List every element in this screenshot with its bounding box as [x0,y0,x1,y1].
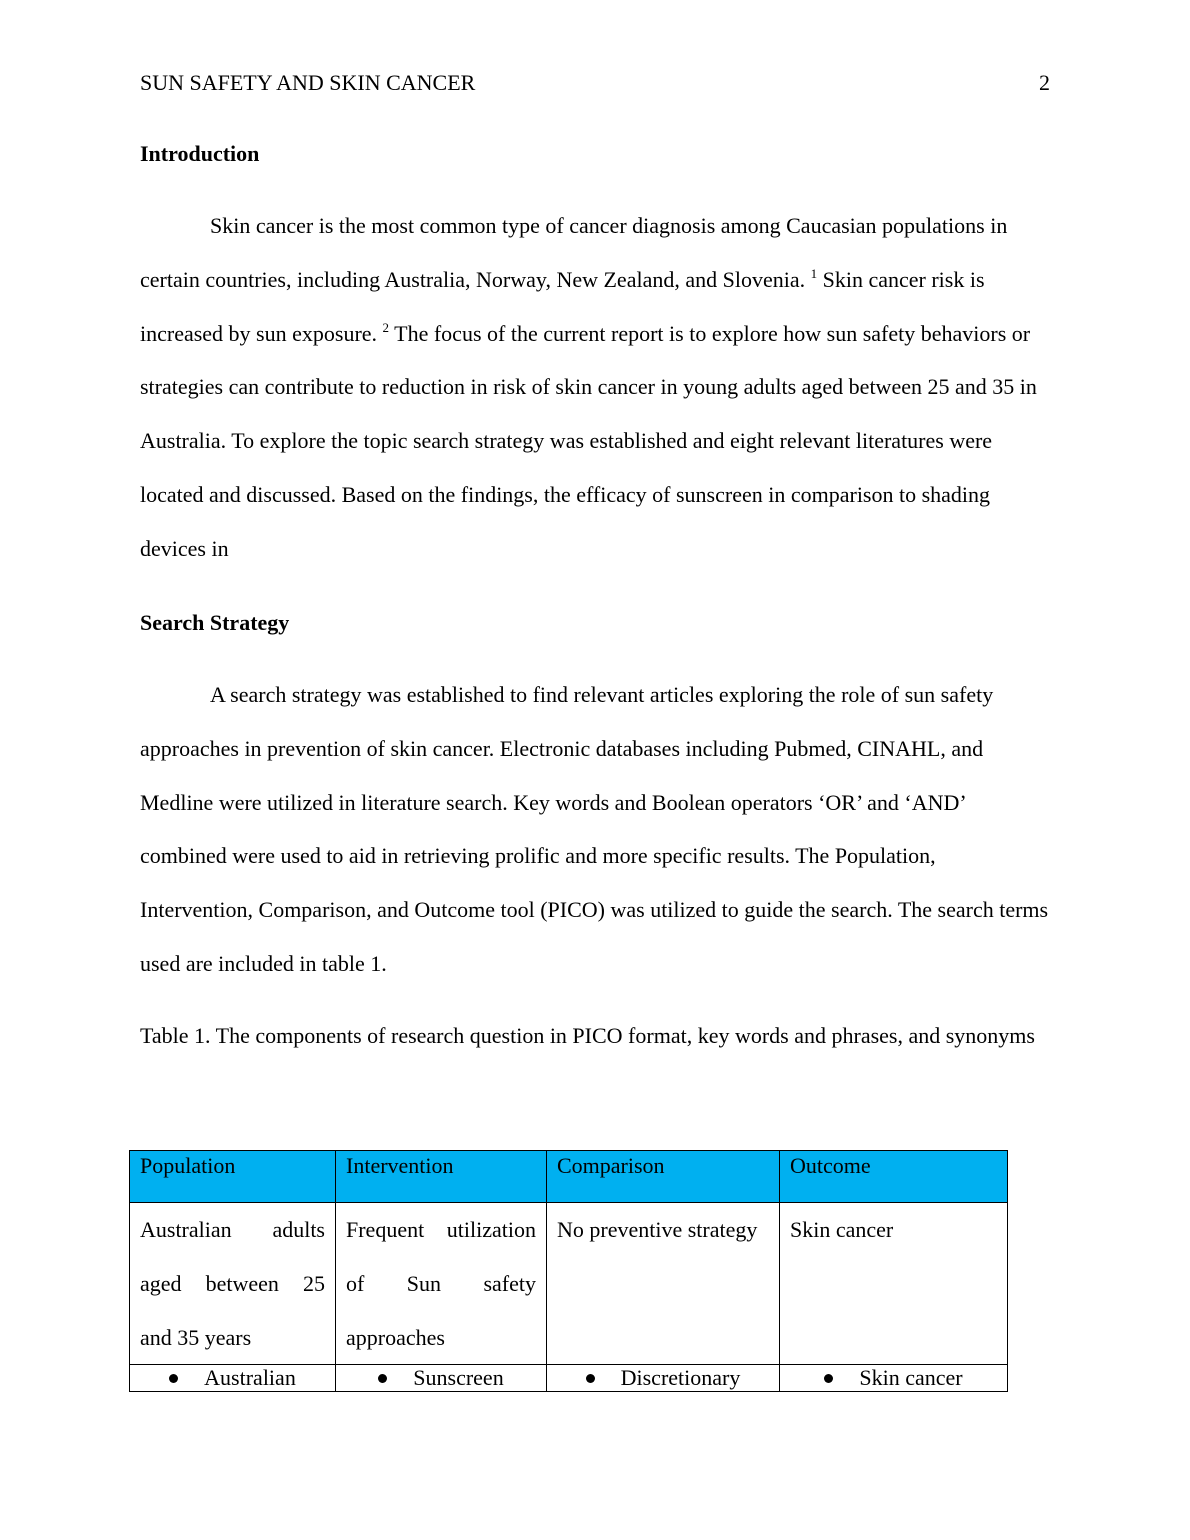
citation-2: 2 [382,319,390,335]
table-caption: Table 1. The components of research question in PICO format, key words and phrases, and synonyms [140,1023,1035,1048]
intro-text-2: Skin cancer risk is increased by sun exposure. [140,266,985,346]
keyword-intervention: Sunscreen [413,1365,504,1391]
header-outcome-label: Outcome [790,1153,871,1178]
running-head: SUN SAFETY AND SKIN CANCER [140,70,476,95]
header-population-label: Population [140,1153,236,1178]
table-header-row [130,1151,1008,1203]
table-row [130,1203,1008,1365]
intro-text-3: The focus of the current report is to explore how sun safety behaviors or strategies can contribute to reduction in risk of skin cancer in young adults aged between 25 and 35 in Australia. To explore the topic search strategy was established and eight relevant literatures were located and discussed. Based on the findings, the efficacy of sunscreen in comparison to shading devices in [140,320,1037,561]
keyword-cell-outcome [780,1365,1008,1392]
cell-outcome: Skin cancer [780,1203,1008,1365]
header-population [130,1151,336,1203]
page-header [140,70,1050,100]
search-strategy-paragraph: A search strategy was established to find relevant articles exploring the role of sun safety approaches in prevention of skin cancer. Electronic databases including Pubmed, CINAHL, and Medline were utilized in literature search. Key words and Boolean operators ‘OR’ and ‘AND’ combined were used to aid in retrieving prolific and more specific results. The Population, Intervention, Comparison, and Outcome tool (PICO) was utilized to guide the search. The search terms used are included in table 1. [140,682,1049,976]
keyword-cell-population [130,1365,336,1392]
citation-1: 1 [810,265,818,281]
header-comparison-label: Comparison [557,1153,665,1178]
keyword-cell-intervention [336,1365,547,1392]
pico-table [129,1150,1008,1392]
keyword-outcome: Skin cancer [859,1365,963,1391]
header-intervention [336,1151,547,1203]
cell-population: Australian adults aged between 25 and 35 years [130,1203,336,1365]
bullet-icon [378,1374,387,1383]
bullet-icon [169,1374,178,1383]
cell-comparison: No preventive strategy [547,1203,780,1365]
introduction-paragraph [140,199,1052,576]
keyword-comparison: Discretionary [620,1365,741,1391]
header-intervention-label: Intervention [346,1153,454,1178]
bullet-icon [586,1374,595,1383]
header-outcome [780,1151,1008,1203]
search-strategy-heading: Search Strategy [140,610,290,635]
introduction-heading: Introduction [140,141,260,166]
table-row-keywords [130,1365,1008,1392]
bullet-icon [824,1374,833,1383]
intro-text-1: Skin cancer is the most common type of cancer diagnosis among Caucasian populations in certain countries, including Australia, Norway, New Zealand, and Slovenia. [140,213,1008,292]
keyword-cell-comparison [547,1365,780,1392]
header-comparison [547,1151,780,1203]
page-number: 2 [1039,70,1050,95]
cell-intervention: Frequent utilization of Sun safety approaches [336,1203,547,1365]
keyword-population: Australian [204,1365,296,1391]
